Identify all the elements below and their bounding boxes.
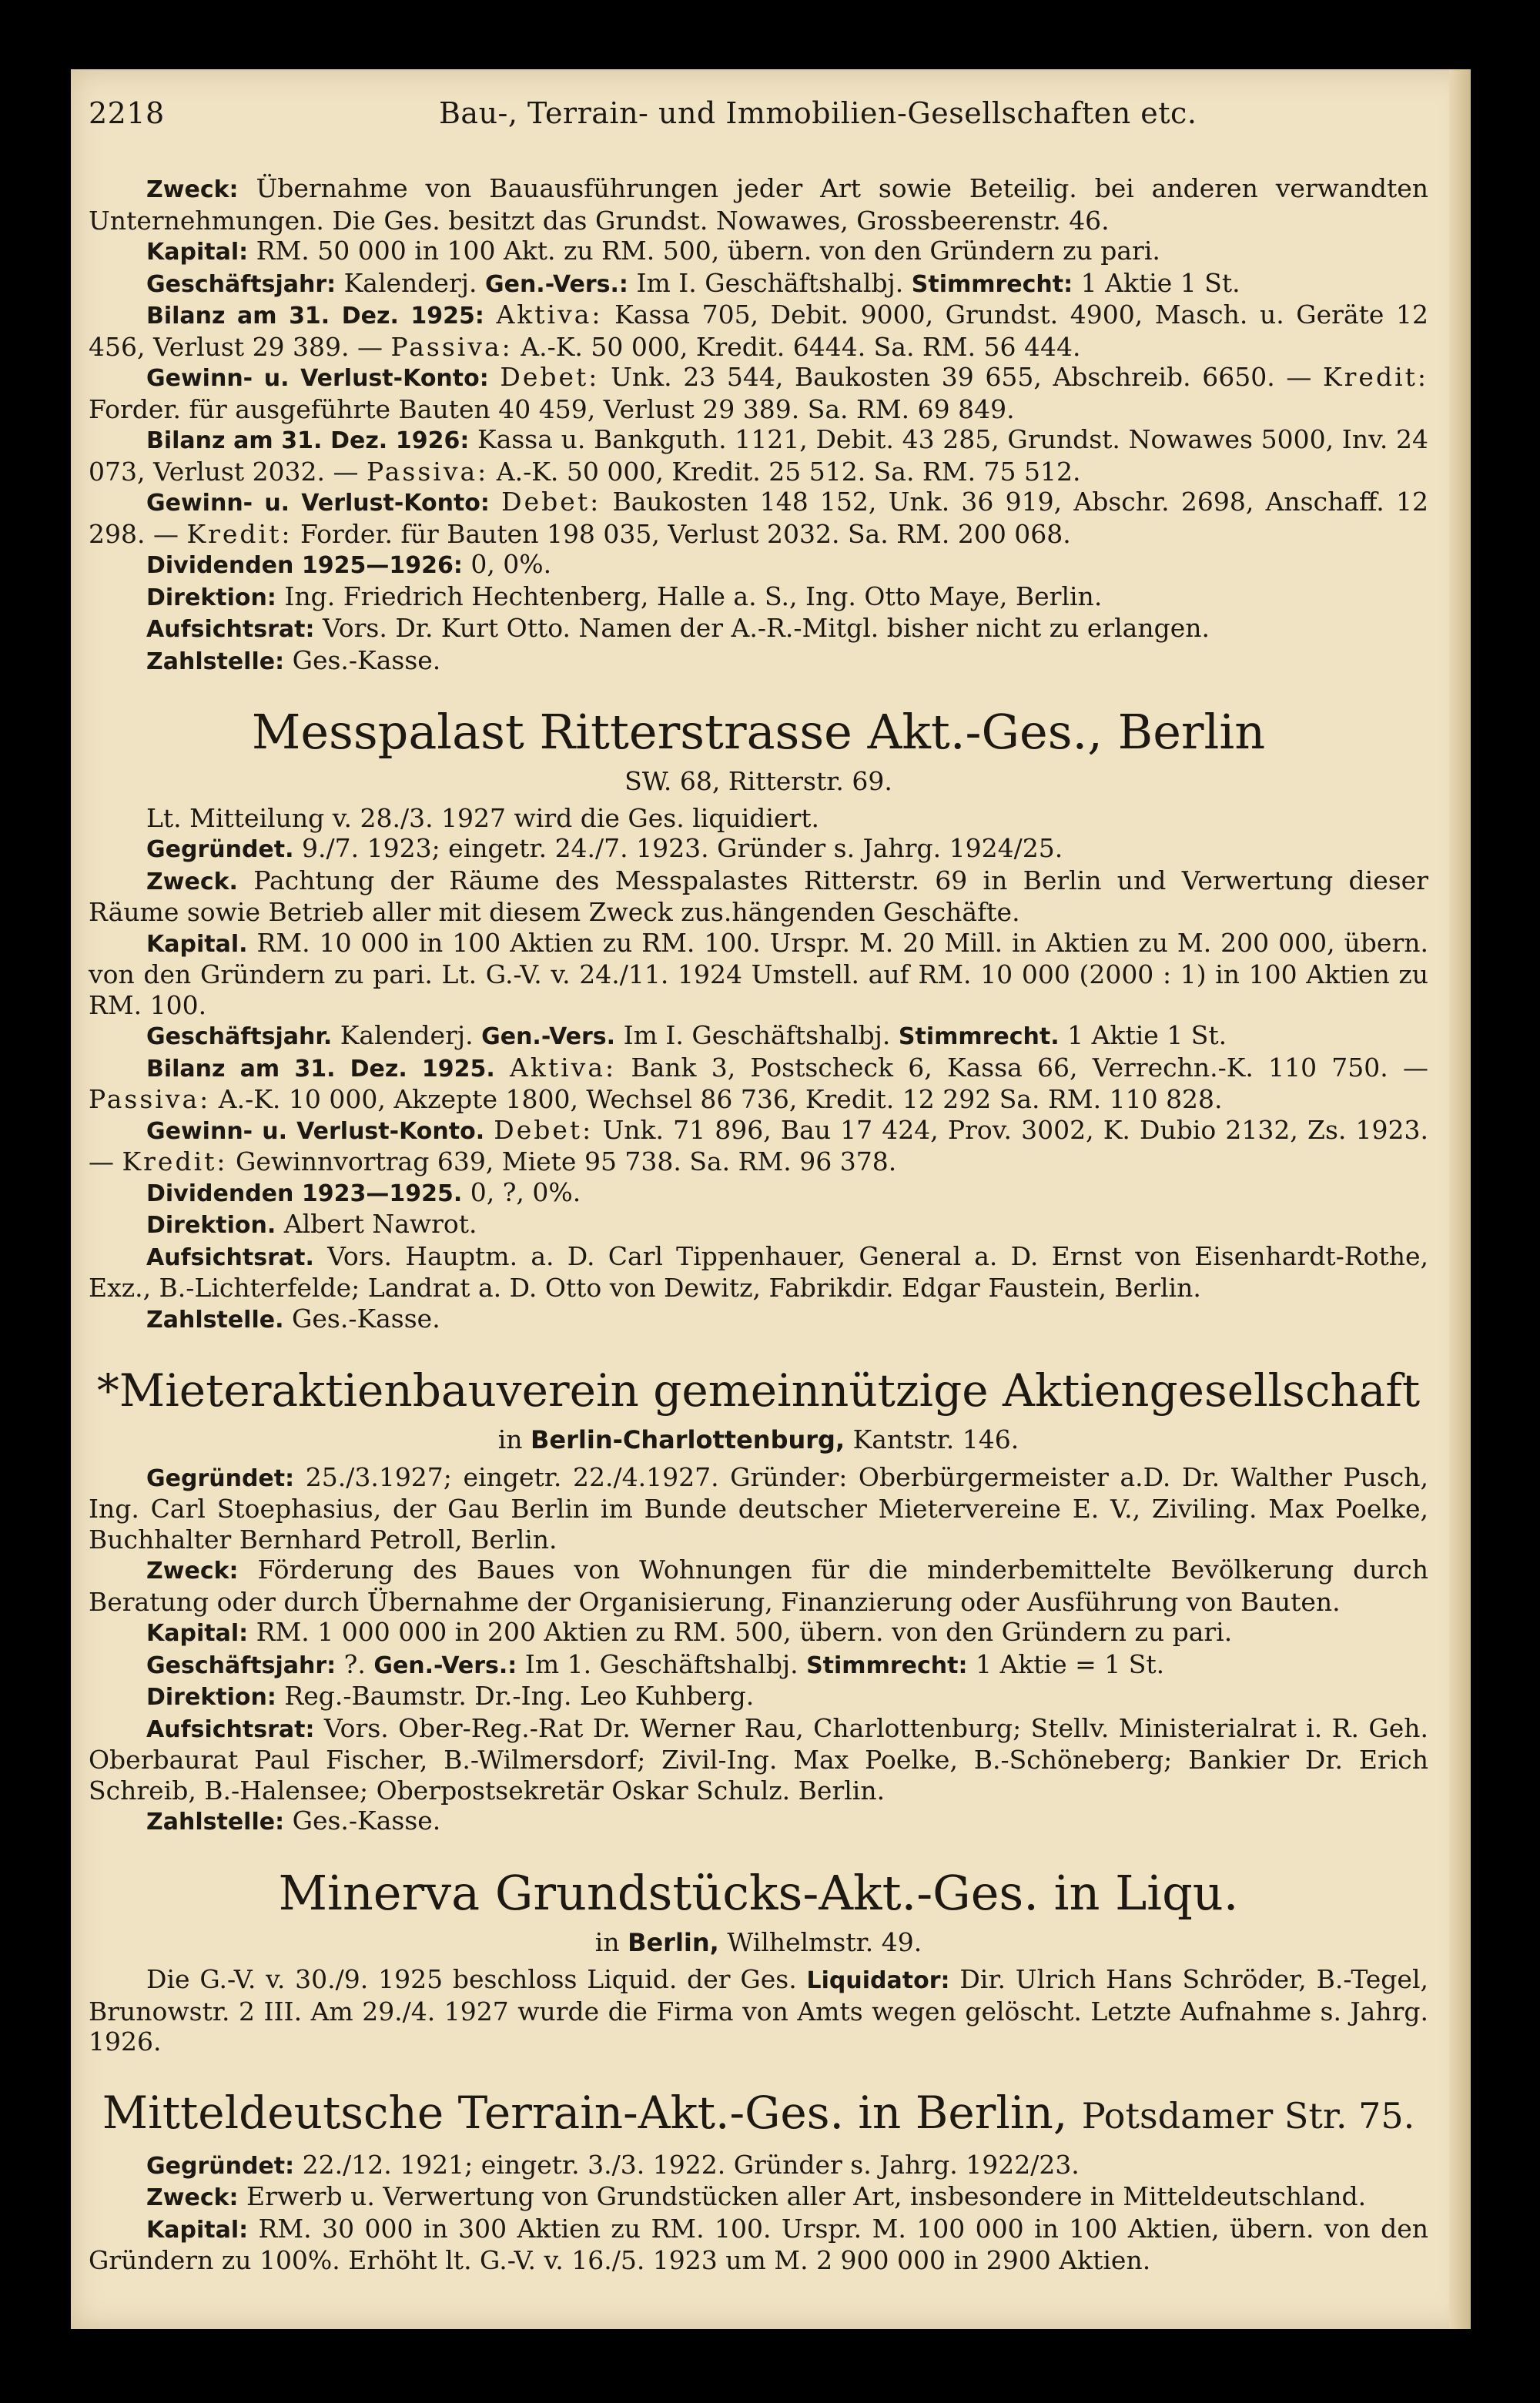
paragraph-bilanz: Bilanz am 31. Dez. 1925. Aktiva: Bank 3, Postscheck 6, Kassa 66, Verrechn.-K. 110 750. — Passiva: A.-K. 10 000, Akzepte 1800, Wechsel 86 736, Kredit. 12 292 Sa. RM. 110 828. (89, 1052, 1428, 1114)
paragraph-gegruendet: Gegründet. 9./7. 1923; eingetr. 24./7. 1923. Gründer s. Jahrg. 1924/25. (146, 833, 1063, 863)
entry-minerva (89, 1866, 1428, 2057)
paragraph-dividenden: Dividenden 1925—1926: 0, 0%. (146, 549, 552, 579)
paragraph-direktion: Direktion. Albert Nawrot. (146, 1209, 477, 1239)
paragraph-zweck: Zweck: Übernahme von Bauausführungen jeder Art sowie Beteilig. bei anderen verwandten Unternehmungen. Die Ges. besitzt das Grundst. Nowawes, Grossbeerenstr. 46. (89, 173, 1428, 236)
paragraph-zahlstelle: Zahlstelle: Ges.-Kasse. (146, 644, 441, 675)
page-edge (1449, 69, 1471, 2329)
paragraph-geschaeftsjahr: Geschäftsjahr: ?. Gen.-Vers.: Im 1. Geschäftshalbj. Stimmrecht: 1 Aktie = 1 St. (146, 1648, 1165, 1679)
company-address: in Berlin-Charlottenburg, Kantstr. 146. (497, 1424, 1019, 1454)
paragraph-gegruendet: Gegründet: 25./3.1927; eingetr. 22./4.1927. Gründer: Oberbürgermeister a.D. Dr. Walther Pusch, Ing. Carl Stoephasius, der Gau Berlin im Bunde deutscher Mietervereine E. V., Ziviling. Max Poelke, Buchhalter Bernhard Petroll, Berlin. (89, 1461, 1428, 1555)
paragraph-direktion: Direktion: Reg.-Baumstr. Dr.-Ing. Leo Kuhberg. (146, 1681, 755, 1711)
paragraph-guv-1925: Gewinn- u. Verlust-Konto: Debet: Unk. 23 544, Baukosten 39 655, Abschreib. 6650. — Kredit: Forder. für ausgeführte Bauten 40 459, Verlust 29 389. Sa. RM. 69 849. (89, 362, 1428, 424)
paragraph-kapital: Kapital: RM. 1 000 000 in 200 Aktien zu RM. 500, übern. von den Gründern zu pari. (146, 1617, 1233, 1647)
paragraph-guv-1926: Gewinn- u. Verlust-Konto: Debet: Baukosten 148 152, Unk. 36 919, Abschr. 2698, Anschaff. 12 298. — Kredit: Forder. für Bauten 198 035, Verlust 2032. Sa. RM. 200 068. (89, 487, 1428, 549)
paragraph-zweck: Zweck: Förderung des Baues von Wohnungen für die minderbemittelte Bevölkerung durch Beratung oder durch Übernahme der Organisierung, Finanzierung oder Ausführung von Bauten. (89, 1555, 1428, 1617)
company-title: Mitteldeutsche Terrain-Akt.-Ges. in Berlin, Potsdamer Str. 75. (102, 2086, 1415, 2139)
paragraph-aufsichtsrat: Aufsichtsrat. Vors. Hauptm. a. D. Carl Tippenhauer, General a. D. Ernst von Eisenhardt-Rothe, Exz., B.-Lichterfelde; Landrat a. D. Otto von Dewitz, Fabrikdir. Edgar Faustein, Berlin. (89, 1240, 1428, 1303)
paragraph-bilanz-1925: Bilanz am 31. Dez. 1925: Aktiva: Kassa 705, Debit. 9000, Grundst. 4900, Masch. u. Geräte 12 456, Verlust 29 389. — Passiva: A.-K. 50 000, Kredit. 6444. Sa. RM. 56 444. (89, 300, 1428, 362)
paragraph-mitteilung: Lt. Mitteilung v. 28./3. 1927 wird die Ges. liquidiert. (146, 802, 820, 833)
paragraph-direktion: Direktion: Ing. Friedrich Hechtenberg, Halle a. S., Ing. Otto Maye, Berlin. (146, 581, 1103, 611)
running-title: Bau-, Terrain- und Immobilien-Gesellschaften etc. (439, 96, 1197, 130)
company-title: Minerva Grundstücks-Akt.-Ges. in Liqu. (278, 1864, 1239, 1921)
paragraph-zahlstelle: Zahlstelle: Ges.-Kasse. (146, 1806, 441, 1836)
paragraph-gegruendet: Gegründet: 22./12. 1921; eingetr. 3./3. 1922. Gründer s. Jahrg. 1922/23. (146, 2149, 1080, 2180)
paragraph-geschaeftsjahr: Geschäftsjahr: Kalenderj. Gen.-Vers.: Im I. Geschäftshalbj. Stimmrecht: 1 Aktie 1 St. (146, 267, 1240, 298)
page-content (89, 173, 1428, 2276)
paragraph-zahlstelle: Zahlstelle. Ges.-Kasse. (146, 1303, 440, 1334)
company-title: Messpalast Ritterstrasse Akt.-Ges., Berlin (251, 704, 1266, 760)
entry-mitteldeutsche (89, 2085, 1428, 2276)
company-address: in Berlin, Wilhelmstr. 49. (594, 1926, 922, 1957)
paragraph-geschaeftsjahr: Geschäftsjahr. Kalenderj. Gen.-Vers. Im I. Geschäftshalbj. Stimmrecht. 1 Aktie 1 St. (146, 1020, 1227, 1050)
paragraph-aufsichtsrat: Aufsichtsrat: Vors. Dr. Kurt Otto. Namen der A.-R.-Mitgl. bisher nicht zu erlangen. (146, 613, 1210, 643)
paragraph-kapital: Kapital: RM. 30 000 in 300 Aktien zu RM. 100. Urspr. M. 100 000 in 100 Aktien, übern. von den Gründern zu 100%. Erhöht lt. G.-V. v. 16./5. 1923 um M. 2 900 000 in 2900 Aktien. (89, 2213, 1428, 2275)
entry-mieteraktienbauverein (89, 1363, 1428, 1838)
paragraph-zweck: Zweck: Erwerb u. Verwertung von Grundstücken aller Art, insbesondere in Mitteldeutschland. (146, 2181, 1367, 2211)
paragraph-kapital: Kapital. RM. 10 000 in 100 Aktien zu RM. 100. Urspr. M. 20 Mill. in Aktien zu M. 200 000, übern. von den Gründern zu pari. Lt. G.-V. v. 24./11. 1924 Umstell. auf RM. 10 000 (2000 : 1) in 100 Aktien zu RM. 100. (89, 927, 1428, 1020)
paragraph-guv: Gewinn- u. Verlust-Konto. Debet: Unk. 71 896, Bau 17 424, Prov. 3002, K. Dubio 2132, Zs. 1923. — Kredit: Gewinnvortrag 639, Miete 95 738. Sa. RM. 96 378. (89, 1114, 1428, 1176)
paragraph-aufsichtsrat: Aufsichtsrat: Vors. Ober-Reg.-Rat Dr. Werner Rau, Charlottenburg; Stellv. Ministerialrat i. R. Geh. Oberbaurat Paul Fischer, B.-Wilmersdorf; Zivil-Ing. Max Poelke, B.-Schöneberg; Bankier Dr. Erich Schreib, B.-Halensee; Oberpostsekretär Oskar Schulz. Berlin. (89, 1712, 1428, 1806)
paragraph-kapital: Kapital: RM. 50 000 in 100 Akt. zu RM. 500, übern. von den Gründern zu pari. (146, 236, 1160, 266)
paragraph-zweck: Zweck. Pachtung der Räume des Messpalastes Ritterstr. 69 in Berlin und Verwertung dieser Räume sowie Betrieb aller mit diesem Zweck zus.hängenden Geschäfte. (89, 865, 1428, 927)
paragraph-bilanz-1926: Bilanz am 31. Dez. 1926: Kassa u. Bankguth. 1121, Debit. 43 285, Grundst. Nowawes 5000, Inv. 24 073, Verlust 2032. — Passiva: A.-K. 50 000, Kredit. 25 512. Sa. RM. 75 512. (89, 424, 1428, 487)
paragraph-liquidation: Die G.-V. v. 30./9. 1925 beschloss Liquid. der Ges. Liquidator: Dir. Ulrich Hans Schröder, B.-Tegel, Brunowstr. 2 III. Am 29./4. 1927 wurde die Firma von Amts wegen gelöscht. Letzte Aufnahme s. Jahrg. 1926. (89, 1964, 1428, 2057)
page-number: 2218 (89, 96, 165, 130)
company-address: SW. 68, Ritterstr. 69. (624, 766, 892, 796)
company-title: *Mieteraktienbauverein gemeinnützige Aktiengesellschaft (96, 1364, 1421, 1417)
paragraph-dividenden: Dividenden 1923—1925. 0, ?, 0%. (146, 1176, 581, 1207)
entry-continued (89, 173, 1428, 677)
entry-messpalast (89, 705, 1428, 1335)
